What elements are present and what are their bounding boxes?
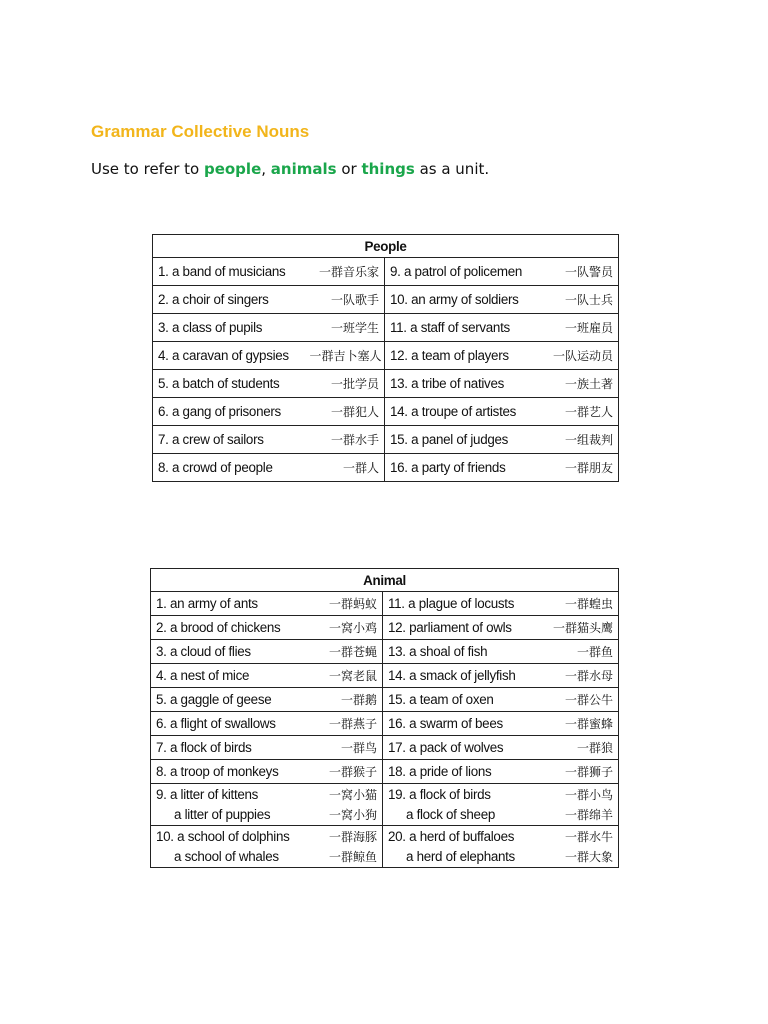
english-phrase: 14. a smack of jellyfish	[383, 664, 543, 688]
intro-suffix: as a unit.	[414, 160, 490, 178]
chinese-translation: 一群鹅	[307, 688, 383, 712]
english-phrase: 8. a troop of monkeys	[151, 760, 307, 784]
english-phrase: 2. a choir of singers	[153, 286, 305, 314]
english-phrase: 1. an army of ants	[151, 592, 307, 616]
table-row	[151, 688, 619, 712]
chinese-translation: 一窝小猫	[328, 787, 377, 802]
english-phrase: 17. a pack of wolves	[383, 736, 543, 760]
animal-table-body	[151, 592, 619, 868]
chinese-translation: 一群水牛	[565, 829, 614, 844]
english-phrase-pair	[383, 784, 543, 826]
chinese-translation: 一班雇员	[543, 314, 619, 342]
keyword-animals: animals	[270, 160, 337, 178]
english-phrase: 11. a staff of servants	[385, 314, 543, 342]
english-phrase: 14. a troupe of artistes	[385, 398, 543, 426]
chinese-translation: 一队士兵	[543, 286, 619, 314]
english-phrase: 7. a flock of birds	[151, 736, 307, 760]
table-row	[151, 664, 619, 688]
english-phrase: 5. a gaggle of geese	[151, 688, 307, 712]
chinese-translation: 一组裁判	[543, 426, 619, 454]
table-row	[151, 712, 619, 736]
chinese-translation: 一群人	[305, 454, 385, 482]
chinese-translation: 一群音乐家	[305, 258, 385, 286]
chinese-translation: 一群绵羊	[565, 807, 614, 822]
intro-prefix: Use to refer to	[91, 160, 204, 178]
table-row	[151, 640, 619, 664]
english-phrase: 15. a panel of judges	[385, 426, 543, 454]
keyword-people: people	[203, 160, 262, 178]
page-title: Grammar Collective Nouns	[91, 122, 310, 141]
table-row	[151, 784, 619, 826]
chinese-translation: 一群水母	[543, 664, 619, 688]
english-phrase: 10. an army of soldiers	[385, 286, 543, 314]
english-phrase: 1. a band of musicians	[153, 258, 305, 286]
chinese-translation: 一群大象	[565, 849, 614, 864]
english-phrase: 11. a plague of locusts	[383, 592, 543, 616]
table-row	[151, 592, 619, 616]
chinese-translation: 一群海豚	[328, 829, 377, 844]
chinese-translation: 一群朋友	[543, 454, 619, 482]
english-phrase: 16. a party of friends	[385, 454, 543, 482]
chinese-translation: 一族土著	[543, 370, 619, 398]
table-row	[153, 398, 619, 426]
table-row	[153, 286, 619, 314]
chinese-translation: 一批学员	[305, 370, 385, 398]
english-phrase: a flock of sheep	[406, 806, 495, 822]
english-phrase: 5. a batch of students	[153, 370, 305, 398]
table-row	[151, 760, 619, 784]
chinese-translation-pair	[543, 826, 619, 868]
table-row	[153, 454, 619, 482]
chinese-translation: 一窝老鼠	[307, 664, 383, 688]
chinese-translation: 一群猴子	[307, 760, 383, 784]
chinese-translation: 一群狼	[543, 736, 619, 760]
english-phrase: 13. a tribe of natives	[385, 370, 543, 398]
intro-or: or	[336, 160, 362, 178]
chinese-translation-pair	[543, 784, 619, 826]
chinese-translation: 一群鲸鱼	[328, 849, 377, 864]
chinese-translation: 一群燕子	[307, 712, 383, 736]
chinese-translation: 一群鸟	[307, 736, 383, 760]
chinese-translation: 一窝小鸡	[307, 616, 383, 640]
chinese-translation: 一群艺人	[543, 398, 619, 426]
english-phrase: 12. parliament of owls	[383, 616, 543, 640]
english-phrase: a herd of elephants	[406, 848, 515, 864]
chinese-translation: 一班学生	[305, 314, 385, 342]
chinese-translation-pair	[307, 826, 383, 868]
chinese-translation: 一群犯人	[305, 398, 385, 426]
table-row	[153, 258, 619, 286]
chinese-translation: 一队运动员	[543, 342, 619, 370]
table-row	[153, 370, 619, 398]
english-phrase-pair	[151, 826, 307, 868]
animal-table	[150, 568, 619, 868]
intro-comma: ,	[261, 160, 271, 178]
english-phrase: 18. a pride of lions	[383, 760, 543, 784]
chinese-translation: 一群水手	[305, 426, 385, 454]
chinese-translation: 一群猫头鹰	[543, 616, 619, 640]
keyword-things: things	[361, 160, 415, 178]
chinese-translation: 一群小鸟	[565, 787, 614, 802]
table-row	[151, 616, 619, 640]
english-phrase: 2. a brood of chickens	[151, 616, 307, 640]
chinese-translation: 一队歌手	[305, 286, 385, 314]
english-phrase: a litter of puppies	[174, 806, 271, 822]
animal-table-header: Animal	[151, 569, 619, 592]
english-phrase: 6. a flight of swallows	[151, 712, 307, 736]
english-phrase-pair	[383, 826, 543, 868]
english-phrase-pair	[151, 784, 307, 826]
chinese-translation: 一群蜜蜂	[543, 712, 619, 736]
english-phrase: 8. a crowd of people	[153, 454, 305, 482]
english-phrase: 15. a team of oxen	[383, 688, 543, 712]
table-row	[151, 736, 619, 760]
english-phrase: 13. a shoal of fish	[383, 640, 543, 664]
chinese-translation-pair	[307, 784, 383, 826]
english-phrase: 4. a nest of mice	[151, 664, 307, 688]
chinese-translation: 一群吉卜塞人	[305, 342, 385, 370]
chinese-translation: 一群蝗虫	[543, 592, 619, 616]
chinese-translation: 一群蚂蚁	[307, 592, 383, 616]
english-phrase: 19. a flock of birds	[388, 786, 491, 802]
english-phrase: 9. a patrol of policemen	[385, 258, 543, 286]
chinese-translation: 一群狮子	[543, 760, 619, 784]
people-table	[152, 234, 619, 482]
english-phrase: 9. a litter of kittens	[156, 786, 259, 802]
chinese-translation: 一群公牛	[543, 688, 619, 712]
chinese-translation: 一队警员	[543, 258, 619, 286]
table-row	[153, 426, 619, 454]
intro-text	[91, 160, 489, 178]
table-row	[153, 314, 619, 342]
english-phrase: 12. a team of players	[385, 342, 543, 370]
table-row	[151, 826, 619, 868]
english-phrase: 7. a crew of sailors	[153, 426, 305, 454]
people-table-body	[153, 258, 619, 482]
english-phrase: 4. a caravan of gypsies	[153, 342, 305, 370]
chinese-translation: 一窝小狗	[328, 807, 377, 822]
chinese-translation: 一群苍蝇	[307, 640, 383, 664]
english-phrase: a school of whales	[174, 848, 279, 864]
people-table-header: People	[153, 235, 619, 258]
english-phrase: 3. a cloud of flies	[151, 640, 307, 664]
english-phrase: 20. a herd of buffaloes	[388, 828, 515, 844]
chinese-translation: 一群鱼	[543, 640, 619, 664]
table-row	[153, 342, 619, 370]
english-phrase: 16. a swarm of bees	[383, 712, 543, 736]
english-phrase: 3. a class of pupils	[153, 314, 305, 342]
english-phrase: 6. a gang of prisoners	[153, 398, 305, 426]
english-phrase: 10. a school of dolphins	[156, 828, 290, 844]
